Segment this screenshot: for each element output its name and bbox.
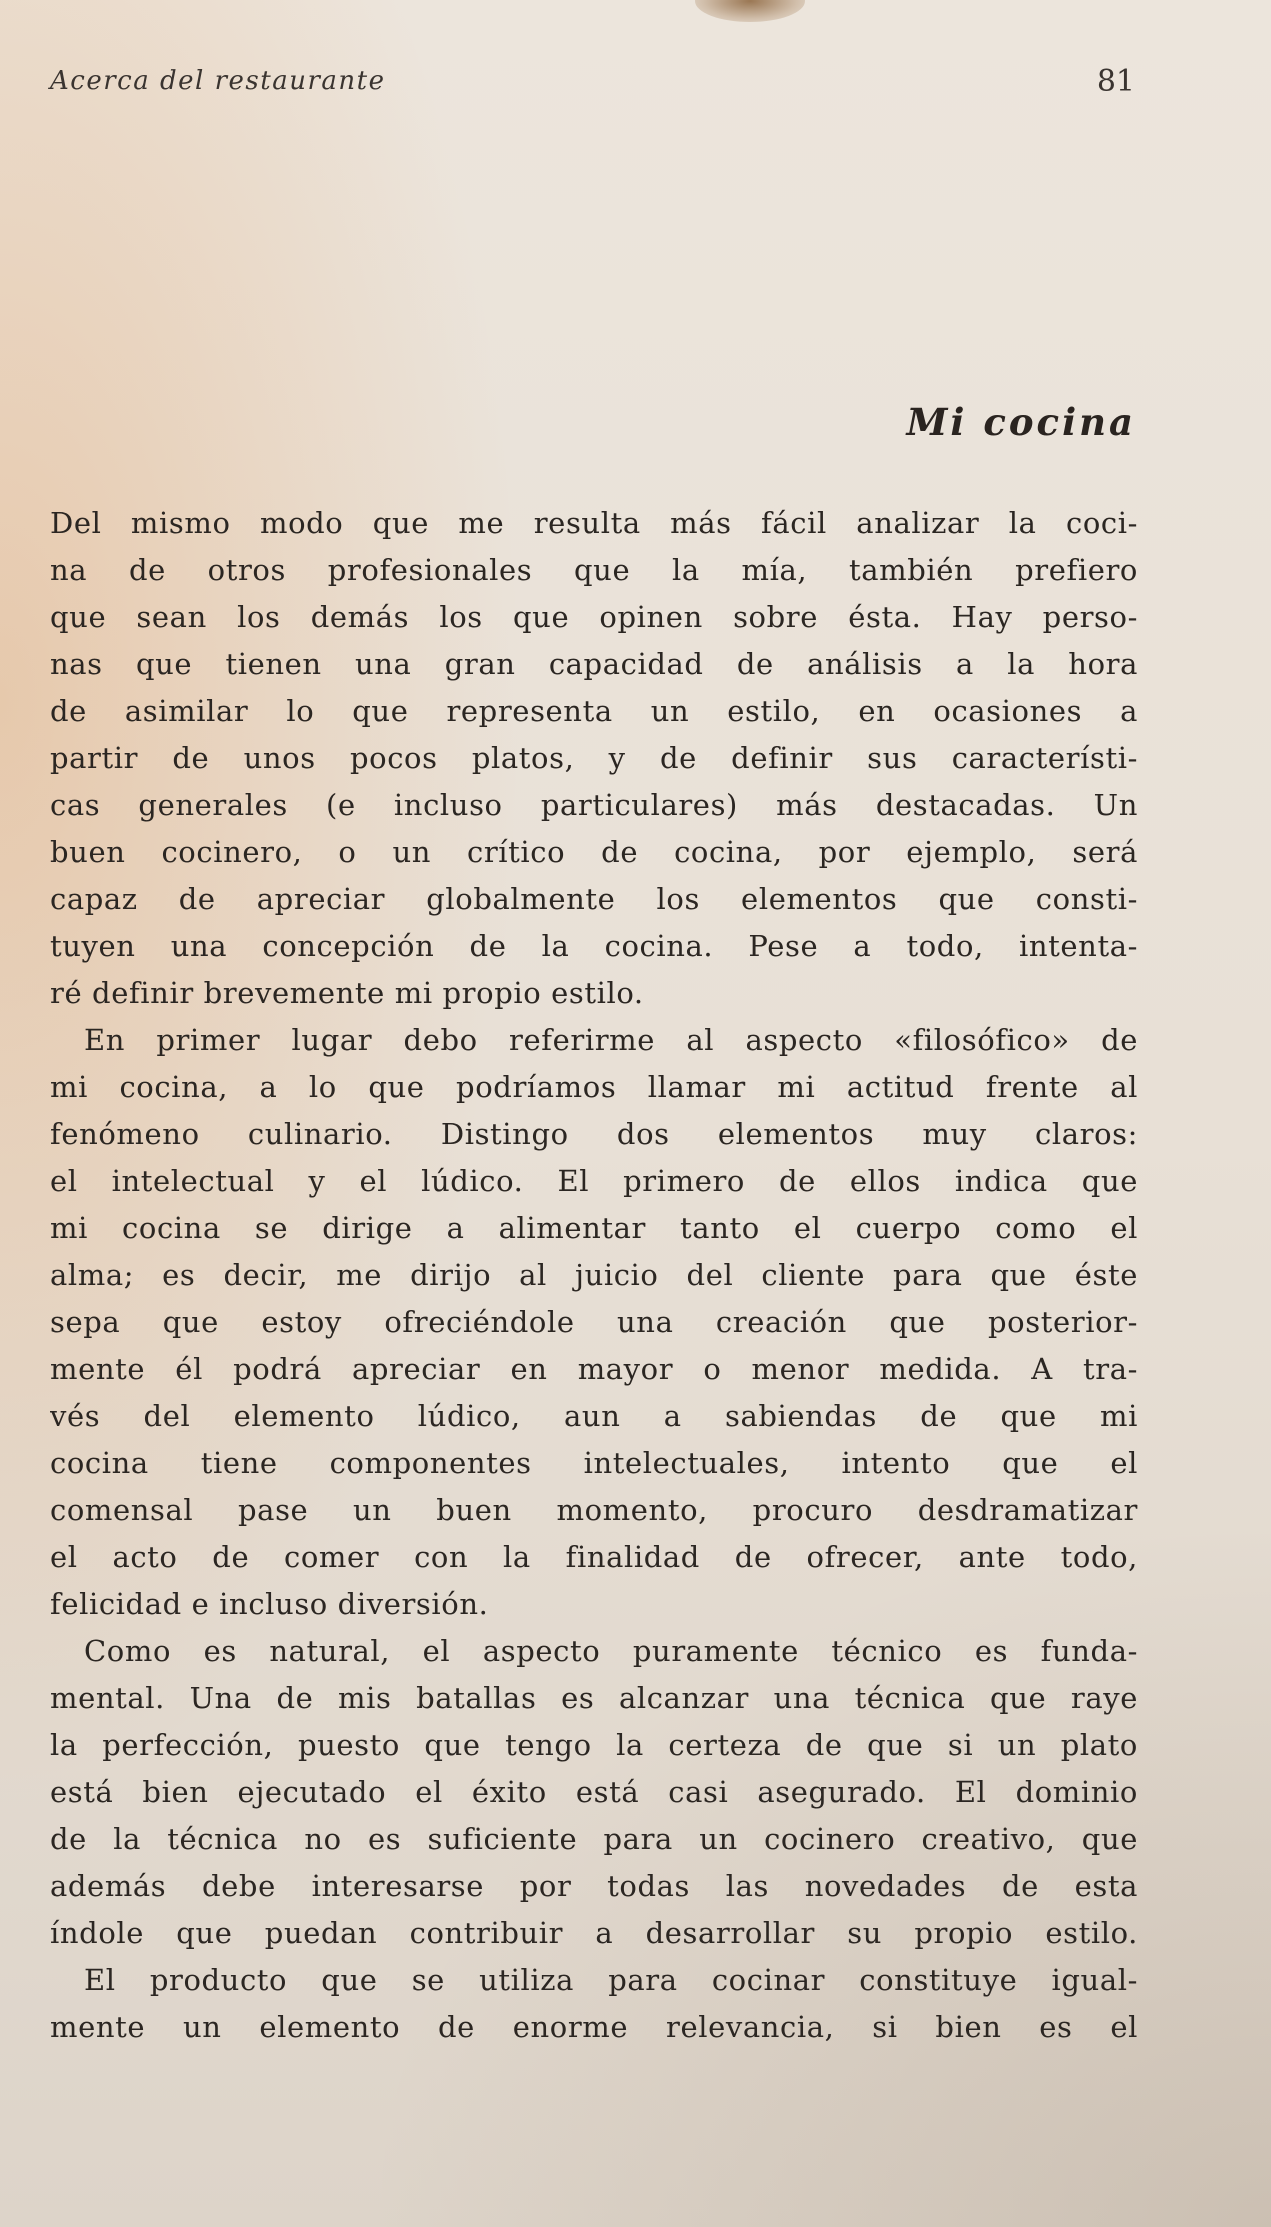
- text-line: ré definir brevemente mi propio estilo.: [50, 976, 644, 1010]
- text-line: fenómeno culinario. Distingo dos elementos muy claros:: [50, 1117, 1138, 1151]
- text-line: nas que tienen una gran capacidad de análisis a la hora: [50, 647, 1138, 681]
- text-line: la perfección, puesto que tengo la certeza de que si un plato: [50, 1728, 1138, 1762]
- text-line: cocina tiene componentes intelectuales, intento que el: [50, 1446, 1138, 1480]
- page-stain: [695, 0, 805, 22]
- text-line: mi cocina se dirige a alimentar tanto el cuerpo como el: [50, 1211, 1138, 1245]
- text-line: cas generales (e incluso particulares) más destacadas. Un: [50, 788, 1138, 822]
- running-head: Acerca del restaurante: [50, 66, 386, 96]
- text-line: alma; es decir, me dirijo al juicio del cliente para que éste: [50, 1258, 1138, 1292]
- text-line: felicidad e incluso diversión.: [50, 1587, 489, 1621]
- text-line: mi cocina, a lo que podríamos llamar mi actitud frente al: [50, 1070, 1138, 1104]
- text-line: índole que puedan contribuir a desarrollar su propio estilo.: [50, 1916, 1138, 1950]
- text-line: sepa que estoy ofreciéndole una creación que posterior-: [50, 1305, 1138, 1339]
- section-title: Mi cocina: [906, 400, 1136, 444]
- body-text: [50, 500, 1138, 2051]
- text-line: Del mismo modo que me resulta más fácil analizar la coci-: [50, 506, 1138, 540]
- text-line: na de otros profesionales que la mía, también prefiero: [50, 553, 1138, 587]
- text-line: comensal pase un buen momento, procuro desdramatizar: [50, 1493, 1138, 1527]
- text-line: capaz de apreciar globalmente los elementos que consti-: [50, 882, 1138, 916]
- text-line: de asimilar lo que representa un estilo, en ocasiones a: [50, 694, 1138, 728]
- text-line: el acto de comer con la finalidad de ofrecer, ante todo,: [50, 1540, 1138, 1574]
- text-line: vés del elemento lúdico, aun a sabiendas de que mi: [50, 1399, 1138, 1433]
- text-line: mental. Una de mis batallas es alcanzar una técnica que raye: [50, 1681, 1138, 1715]
- text-line: además debe interesarse por todas las novedades de esta: [50, 1869, 1138, 1903]
- text-line: En primer lugar debo referirme al aspecto «filosófico» de: [84, 1023, 1138, 1057]
- text-line: de la técnica no es suficiente para un cocinero creativo, que: [50, 1822, 1138, 1856]
- text-line: El producto que se utiliza para cocinar constituye igual-: [84, 1963, 1138, 1997]
- text-line: el intelectual y el lúdico. El primero de ellos indica que: [50, 1164, 1138, 1198]
- text-line: partir de unos pocos platos, y de definir sus característi-: [50, 741, 1138, 775]
- text-line: buen cocinero, o un crítico de cocina, por ejemplo, será: [50, 835, 1138, 869]
- text-line: que sean los demás los que opinen sobre ésta. Hay perso-: [50, 600, 1138, 634]
- page-number: 81: [1096, 64, 1135, 99]
- text-line: está bien ejecutado el éxito está casi asegurado. El dominio: [50, 1775, 1138, 1809]
- text-line: tuyen una concepción de la cocina. Pese a todo, intenta-: [50, 929, 1138, 963]
- text-line: mente él podrá apreciar en mayor o menor medida. A tra-: [50, 1352, 1138, 1386]
- text-line: mente un elemento de enorme relevancia, si bien es el: [50, 2010, 1138, 2044]
- text-line: Como es natural, el aspecto puramente técnico es funda-: [84, 1634, 1138, 1668]
